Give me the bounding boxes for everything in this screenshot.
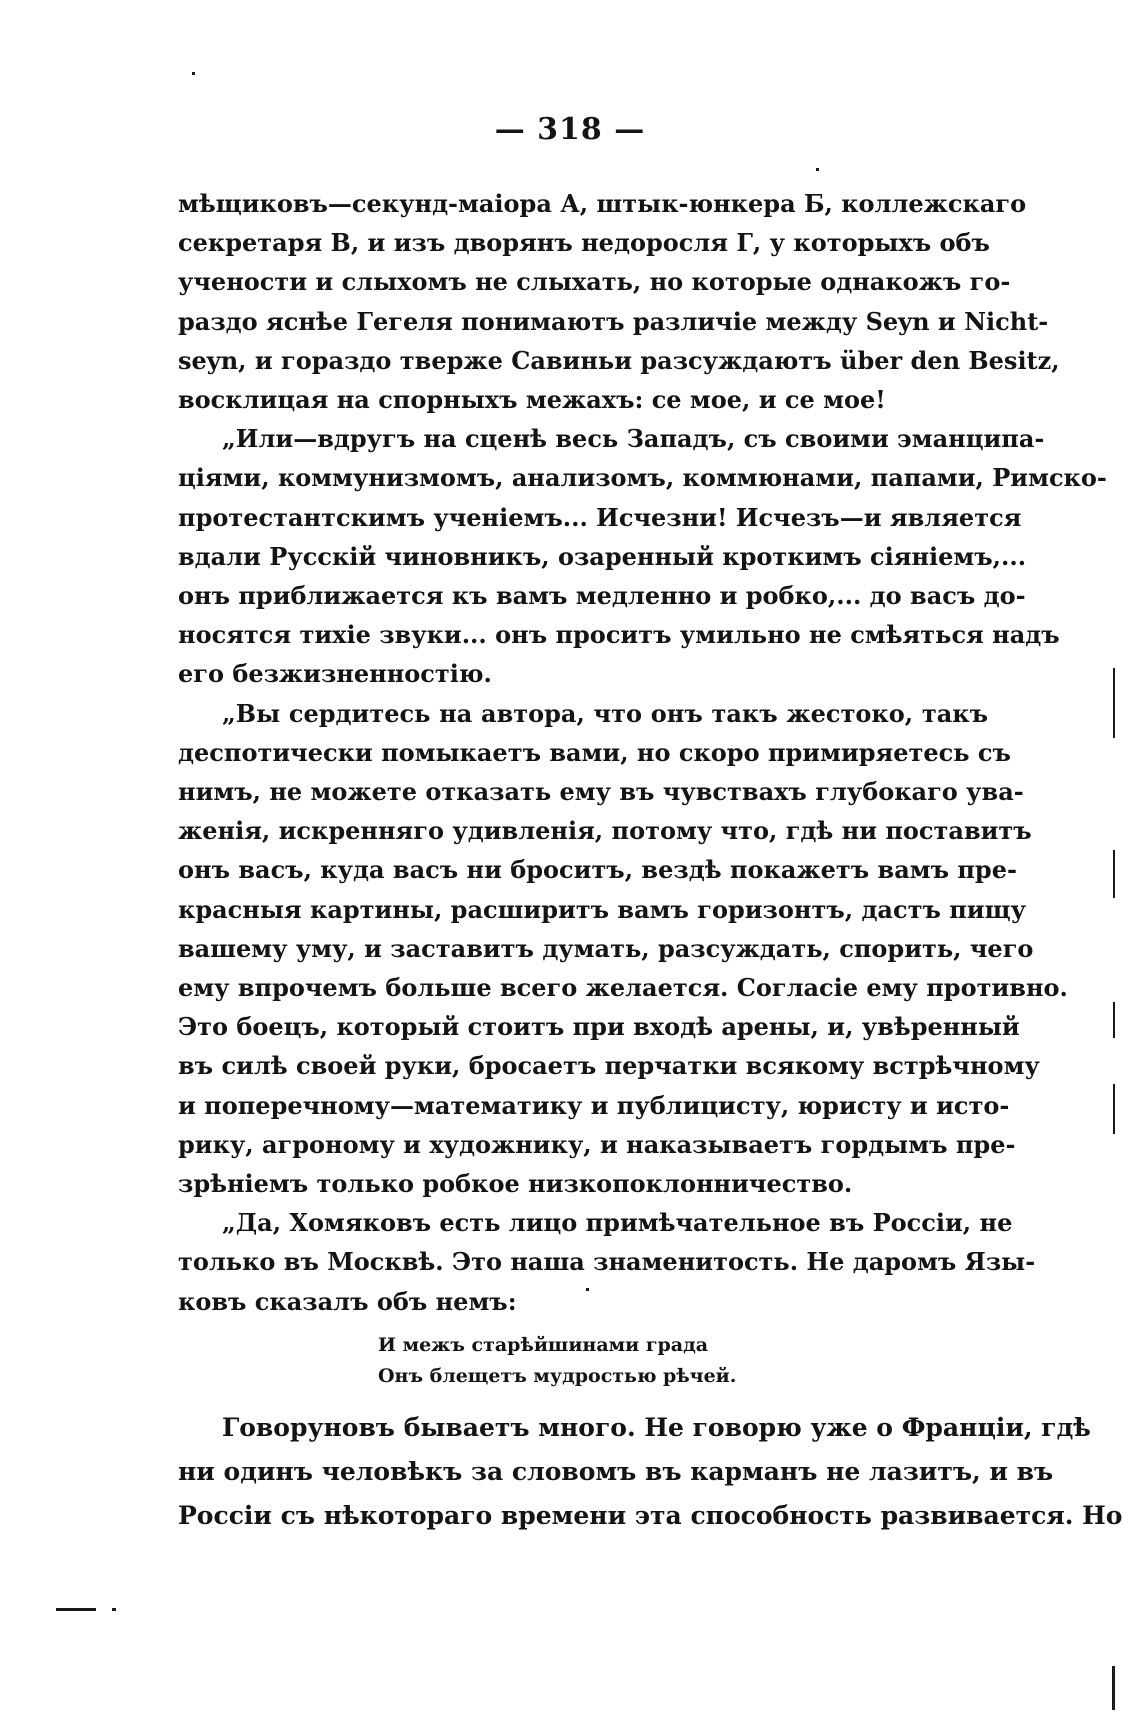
text-line: протестантскимъ ученіемъ... Исчезни! Исчезъ—и является	[178, 502, 1022, 532]
text-line: Россіи съ нѣкотораго времени эта способность развивается. Но	[178, 1501, 1123, 1530]
text-line: деспотически помыкаетъ вами, но скоро примиряетесь съ	[178, 737, 1011, 767]
text-line: вашему уму, и заставитъ думать, разсуждать, спорить, чего	[178, 933, 1034, 963]
text-line: „Или—вдругъ на сценѣ весь Западъ, съ своими эманципа-	[222, 424, 1045, 454]
scan-artifact-dot	[112, 1608, 116, 1611]
verse-quote	[378, 1330, 736, 1392]
scan-artifact-dot	[192, 72, 195, 75]
text-line: носятся тихіе звуки... онъ проситъ умильно не смѣяться надъ	[178, 620, 1060, 650]
scan-artifact-mark	[1113, 850, 1115, 898]
text-line: раздо яснѣе Гегеля понимаютъ различіе между Seyn и Nicht-	[178, 306, 1049, 336]
scan-artifact-mark	[56, 1608, 96, 1611]
text-line: въ силѣ своей руки, бросаетъ перчатки всякому встрѣчному	[178, 1051, 1040, 1081]
text-line: зрѣніемъ только робкое низкопоклонничество.	[178, 1169, 853, 1199]
text-line: ковъ сказалъ объ немъ:	[178, 1286, 517, 1316]
text-line: онъ приближается къ вамъ медленно и робко,... до васъ до-	[178, 581, 1026, 611]
text-line: вдали Русскій чиновникъ, озаренный кроткимъ сіяніемъ,...	[178, 541, 1027, 571]
text-line: секретаря В, и изъ дворянъ недоросля Г, у которыхъ объ	[178, 228, 990, 258]
text-line: Это боецъ, который стоитъ при входѣ арены, и, увѣренный	[178, 1012, 1020, 1042]
scan-artifact-mark	[1113, 1002, 1115, 1038]
scan-artifact-mark	[1113, 668, 1115, 738]
paragraph-4	[178, 1203, 1036, 1321]
text-line: женія, искренняго удивленія, потому что, гдѣ ни поставитъ	[178, 816, 1032, 846]
text-line: восклицая на спорныхъ межахъ: се мое, и се мое!	[178, 385, 886, 415]
text-line: учености и слыхомъ не слыхать, но которые однакожъ го-	[178, 267, 1011, 297]
verse-line: Онъ блещетъ мудростью рѣчей.	[378, 1365, 737, 1387]
text-line: ни одинъ человѣкъ за словомъ въ карманъ не лазитъ, и въ	[178, 1457, 1054, 1486]
scan-artifact-dot	[586, 1288, 589, 1291]
text-line: нимъ, не можете отказать ему въ чувствахъ глубокаго ува-	[178, 777, 1024, 807]
text-line: красныя картины, расширитъ вамъ горизонтъ, дастъ пищу	[178, 894, 1026, 924]
closing-text	[178, 1406, 1123, 1538]
verse-line: И межъ старѣйшинами града	[378, 1334, 709, 1356]
text-line: ему впрочемъ больше всего желается. Согласіе ему противно.	[178, 973, 1068, 1003]
page-number: — 318 —	[494, 112, 646, 147]
text-line: мѣщиковъ—секунд-маіора А, штык-юнкера Б, коллежскаго	[178, 189, 1027, 218]
text-line: ціями, коммунизмомъ, анализомъ, коммюнами, папами, Римско-	[178, 463, 1107, 493]
paragraph-1	[178, 184, 1060, 419]
text-line: и поперечному—математику и публицисту, юристу и исто-	[178, 1090, 1010, 1120]
paragraph-2	[178, 419, 1107, 693]
text-line: seyn, и гораздо тверже Савиньи разсуждаютъ über den Besitz,	[178, 345, 1060, 375]
text-line: „Вы сердитесь на автора, что онъ такъ жестоко, такъ	[222, 698, 988, 728]
paragraph-5	[178, 1406, 1123, 1538]
text-line: только въ Москвѣ. Это наша знаменитость. Не даромъ Язы-	[178, 1247, 1036, 1277]
main-text	[178, 184, 1107, 1321]
text-line: Говоруновъ бываетъ много. Не говорю уже о Франціи, гдѣ	[222, 1413, 1091, 1442]
text-line: онъ васъ, куда васъ ни броситъ, вездѣ покажетъ вамъ пре-	[178, 855, 1017, 885]
text-line: „Да, Хомяковъ есть лицо примѣчательное въ Россіи, не	[222, 1208, 1013, 1238]
text-line: его безжизненностію.	[178, 659, 492, 689]
paragraph-3	[178, 694, 1068, 1204]
scan-artifact-dot	[816, 168, 819, 171]
scan-artifact-mark	[1113, 1084, 1115, 1134]
scan-artifact-mark	[1112, 1666, 1115, 1710]
text-line: рику, агроному и художнику, и наказываетъ гордымъ пре-	[178, 1129, 1016, 1159]
